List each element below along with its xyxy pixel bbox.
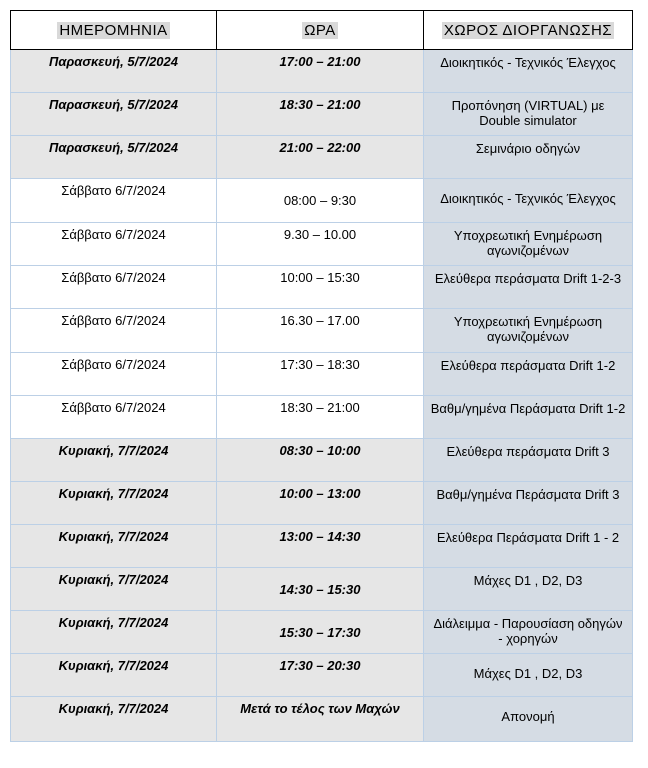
header-venue xyxy=(424,11,633,50)
header-row xyxy=(11,11,633,50)
time-cell: 21:00 – 22:00 xyxy=(217,136,424,179)
date-cell: Κυριακή, 7/7/2024 xyxy=(11,654,217,697)
schedule-table xyxy=(10,10,633,742)
time-cell: 13:00 – 14:30 xyxy=(217,525,424,568)
venue-cell: Ελεύθερα περάσματα Drift 1-2 xyxy=(424,353,633,396)
time-cell: 10:00 – 13:00 xyxy=(217,482,424,525)
date-cell: Κυριακή, 7/7/2024 xyxy=(11,697,217,742)
table-row xyxy=(11,266,633,309)
table-row xyxy=(11,482,633,525)
date-cell: Κυριακή, 7/7/2024 xyxy=(11,611,217,654)
venue-cell: Βαθμ/γημένα Περάσματα Drift 1-2 xyxy=(424,396,633,439)
table-row xyxy=(11,223,633,266)
venue-cell: Απονομή xyxy=(424,697,633,742)
date-cell: Παρασκευή, 5/7/2024 xyxy=(11,136,217,179)
table-row xyxy=(11,309,633,353)
time-cell: 17:30 – 20:30 xyxy=(217,654,424,697)
time-cell: 10:00 – 15:30 xyxy=(217,266,424,309)
table-row xyxy=(11,93,633,136)
date-cell: Κυριακή, 7/7/2024 xyxy=(11,439,217,482)
time-cell: 9.30 – 10.00 xyxy=(217,223,424,266)
time-cell: 18:30 – 21:00 xyxy=(217,396,424,439)
table-row xyxy=(11,697,633,742)
venue-cell: Διοικητικός - Τεχνικός Έλεγχος xyxy=(424,50,633,93)
venue-cell: Βαθμ/γημένα Περάσματα Drift 3 xyxy=(424,482,633,525)
table-row xyxy=(11,439,633,482)
date-cell: Σάββατο 6/7/2024 xyxy=(11,396,217,439)
date-cell: Κυριακή, 7/7/2024 xyxy=(11,525,217,568)
date-cell: Σάββατο 6/7/2024 xyxy=(11,309,217,353)
table-row xyxy=(11,179,633,223)
venue-cell: Μάχες D1 , D2, D3 xyxy=(424,654,633,697)
date-cell: Σάββατο 6/7/2024 xyxy=(11,223,217,266)
venue-cell: Ελεύθερα περάσματα Drift 1-2-3 xyxy=(424,266,633,309)
time-cell: 15:30 – 17:30 xyxy=(217,611,424,654)
date-cell: Παρασκευή, 5/7/2024 xyxy=(11,93,217,136)
time-cell: 17:30 – 18:30 xyxy=(217,353,424,396)
date-cell: Παρασκευή, 5/7/2024 xyxy=(11,50,217,93)
header-time-label: ΩΡΑ xyxy=(304,21,336,39)
table-row xyxy=(11,396,633,439)
table-row xyxy=(11,654,633,697)
venue-cell: Μάχες D1 , D2, D3 xyxy=(424,568,633,611)
time-cell: 18:30 – 21:00 xyxy=(217,93,424,136)
venue-cell: Υποχρεωτική Ενημέρωση αγωνιζομένων xyxy=(424,223,633,266)
table-row xyxy=(11,611,633,654)
header-date xyxy=(11,11,217,50)
venue-cell: Σεμινάριο οδηγών xyxy=(424,136,633,179)
time-cell: Μετά το τέλος των Μαχών xyxy=(217,697,424,742)
venue-cell: Ελεύθερα Περάσματα Drift 1 - 2 xyxy=(424,525,633,568)
table-row xyxy=(11,525,633,568)
venue-cell: Ελεύθερα περάσματα Drift 3 xyxy=(424,439,633,482)
time-cell: 16.30 – 17.00 xyxy=(217,309,424,353)
date-cell: Σάββατο 6/7/2024 xyxy=(11,266,217,309)
table-row xyxy=(11,353,633,396)
table-row xyxy=(11,50,633,93)
table-row xyxy=(11,136,633,179)
table-row xyxy=(11,568,633,611)
header-venue-label: ΧΩΡΟΣ ΔΙΟΡΓΑΝΩΣΗΣ xyxy=(443,21,613,39)
venue-cell: Διάλειμμα - Παρουσίαση οδηγών - χορηγών xyxy=(424,611,633,654)
date-cell: Κυριακή, 7/7/2024 xyxy=(11,568,217,611)
time-cell: 08:00 – 9:30 xyxy=(217,179,424,223)
time-cell: 08:30 – 10:00 xyxy=(217,439,424,482)
header-date-label: ΗΜΕΡΟΜΗΝΙΑ xyxy=(59,21,168,39)
venue-cell: Υποχρεωτική Ενημέρωση αγωνιζομένων xyxy=(424,309,633,353)
date-cell: Κυριακή, 7/7/2024 xyxy=(11,482,217,525)
time-cell: 14:30 – 15:30 xyxy=(217,568,424,611)
time-cell: 17:00 – 21:00 xyxy=(217,50,424,93)
date-cell: Σάββατο 6/7/2024 xyxy=(11,353,217,396)
venue-cell: Διοικητικός - Τεχνικός Έλεγχος xyxy=(424,179,633,223)
header-time xyxy=(217,11,424,50)
date-cell: Σάββατο 6/7/2024 xyxy=(11,179,217,223)
venue-cell: Προπόνηση (VIRTUAL) με Double simulator xyxy=(424,93,633,136)
